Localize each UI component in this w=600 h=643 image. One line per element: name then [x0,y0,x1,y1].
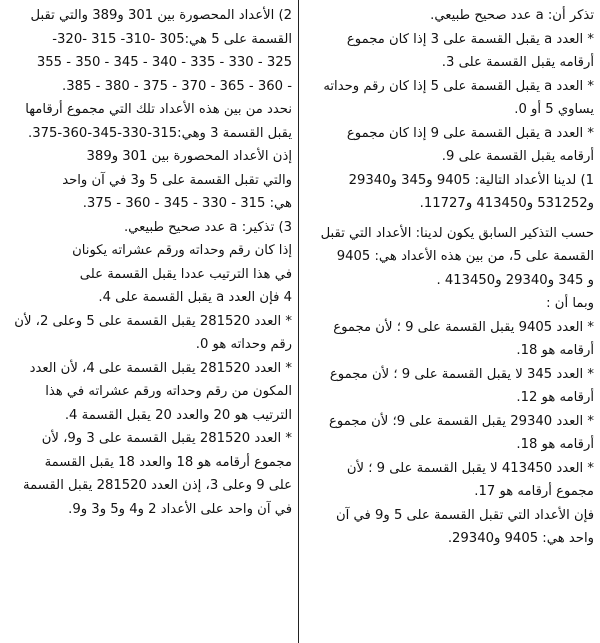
right-column-line: * العدد a يقبل القسمة على 9 إذا كان مجموع [346,125,594,141]
left-column-line: في هذا الترتيب عددا يقبل القسمة على [79,266,292,282]
right-column-line: أرقامه يقبل القسمة على 3. [441,55,594,70]
left-column-line: نحدد من بين هذه الأعداد تلك التي مجموع أرقامها [25,102,292,117]
right-column-line: أرقامه يقبل القسمة على 9. [441,149,594,164]
left-column-line: على 9 وعلى 3، إذن العدد 281520 يقبل القسمة [23,478,292,493]
left-column-line: المكون من رقم وحداته ورقم عشراته في هذا [45,384,292,399]
left-column-line: * العدد 281520 يقبل القسمة على 3 و9، لأن [41,431,292,446]
right-column-line: * العدد 413450 لا يقبل القسمة على 9 ؛ لأن [346,460,594,476]
left-column-line: القسمة على 5 هي:305 -310- 315 -320- [52,31,292,47]
right-column-line: واحد هي: 9405 و29340. [447,531,594,546]
left-column-line: يقبل القسمة 3 وهي:315-330-345-360-375. [28,125,292,141]
right-column-line: أرقامه هو 12. [516,390,594,405]
right-column-line: 1) لدينا الأعداد التالية: 9405 و345 و29340 [348,172,594,188]
right-column-line: حسب التذكير السابق يكون لدينا: الأعداد التي تقبل [320,225,594,241]
left-column-line: إذن الأعداد المحصورة بين 301 و389 [86,149,292,164]
left-column-line: * العدد 281520 يقبل القسمة على 5 وعلى 2، لأن [14,313,292,329]
left-column-line: - 360 - 365 - 370 - 375 - 380 - 385. [62,78,292,94]
left-column-line: 4 فإن العدد a يقبل القسمة على 4. [98,290,292,305]
column-divider [298,0,299,643]
right-column-line: فإن الأعداد التي تقبل القسمة على 5 و9 في آن [335,507,594,523]
right-column-line: أرقامه هو 18. [516,437,594,452]
left-column-line: في آن واحد على الأعداد 2 و4 و5 و3 و9. [68,501,292,517]
left-column-line: والتي تقبل القسمة على 5 و3 في آن واحد [62,172,292,188]
left-column-line: * العدد 281520 يقبل القسمة على 4، لأن العدد [29,360,292,376]
left-column-line: إذا كان رقم وحداته ورقم عشراته يكونان [72,243,292,258]
right-column-line: وبما أن : [546,296,594,311]
right-column-line: * العدد 345 لا يقبل القسمة على 9 ؛ لأن مجموع [329,366,594,382]
right-column [298,0,600,643]
right-column-line: أرقامه هو 18. [516,343,594,358]
left-column-line: 2) الأعداد المحصورة بين 301 و389 والتي تقبل [30,8,292,23]
right-column-line: تذكر أن: a عدد صحيح طبيعي. [430,8,594,23]
right-column-line: * العدد a يقبل القسمة على 3 إذا كان مجموع [346,31,594,47]
left-column-line: 325 - 330 - 335 - 340 - 345 - 350 - 355 [36,55,292,70]
left-column [0,0,298,643]
left-column-line: مجموع أرقامه هو 18 والعدد 18 يقبل القسمة [44,454,292,470]
left-column-line: هي: 315 - 330 - 345 - 360 - 375. [82,196,292,211]
left-column-line: 3) تذكير: a عدد صحيح طبيعي. [123,219,292,235]
right-column-line: و 345 و29340 و413450 . [436,272,594,288]
right-column-line: القسمة على 5، من بين هذه الأعداد هي: 9405 [336,249,594,264]
right-column-line: يساوي 5 أو 0. [514,102,594,117]
right-column-line: مجموع أرقامه هو 17. [474,484,594,499]
right-column-line: * العدد a يقبل القسمة على 5 إذا كان رقم وحداته [323,78,594,94]
right-column-line: * العدد 9405 يقبل القسمة على 9 ؛ لأن مجموع [333,319,594,335]
right-column-line: و531252 و413450 و11727. [419,196,594,211]
left-column-line: رقم وحداته هو 0. [195,337,292,352]
right-column-line: * العدد 29340 يقبل القسمة على 9؛ لأن مجموع [329,413,594,429]
left-column-line: الترتيب هو 20 والعدد 20 يقبل القسمة 4. [64,407,292,423]
